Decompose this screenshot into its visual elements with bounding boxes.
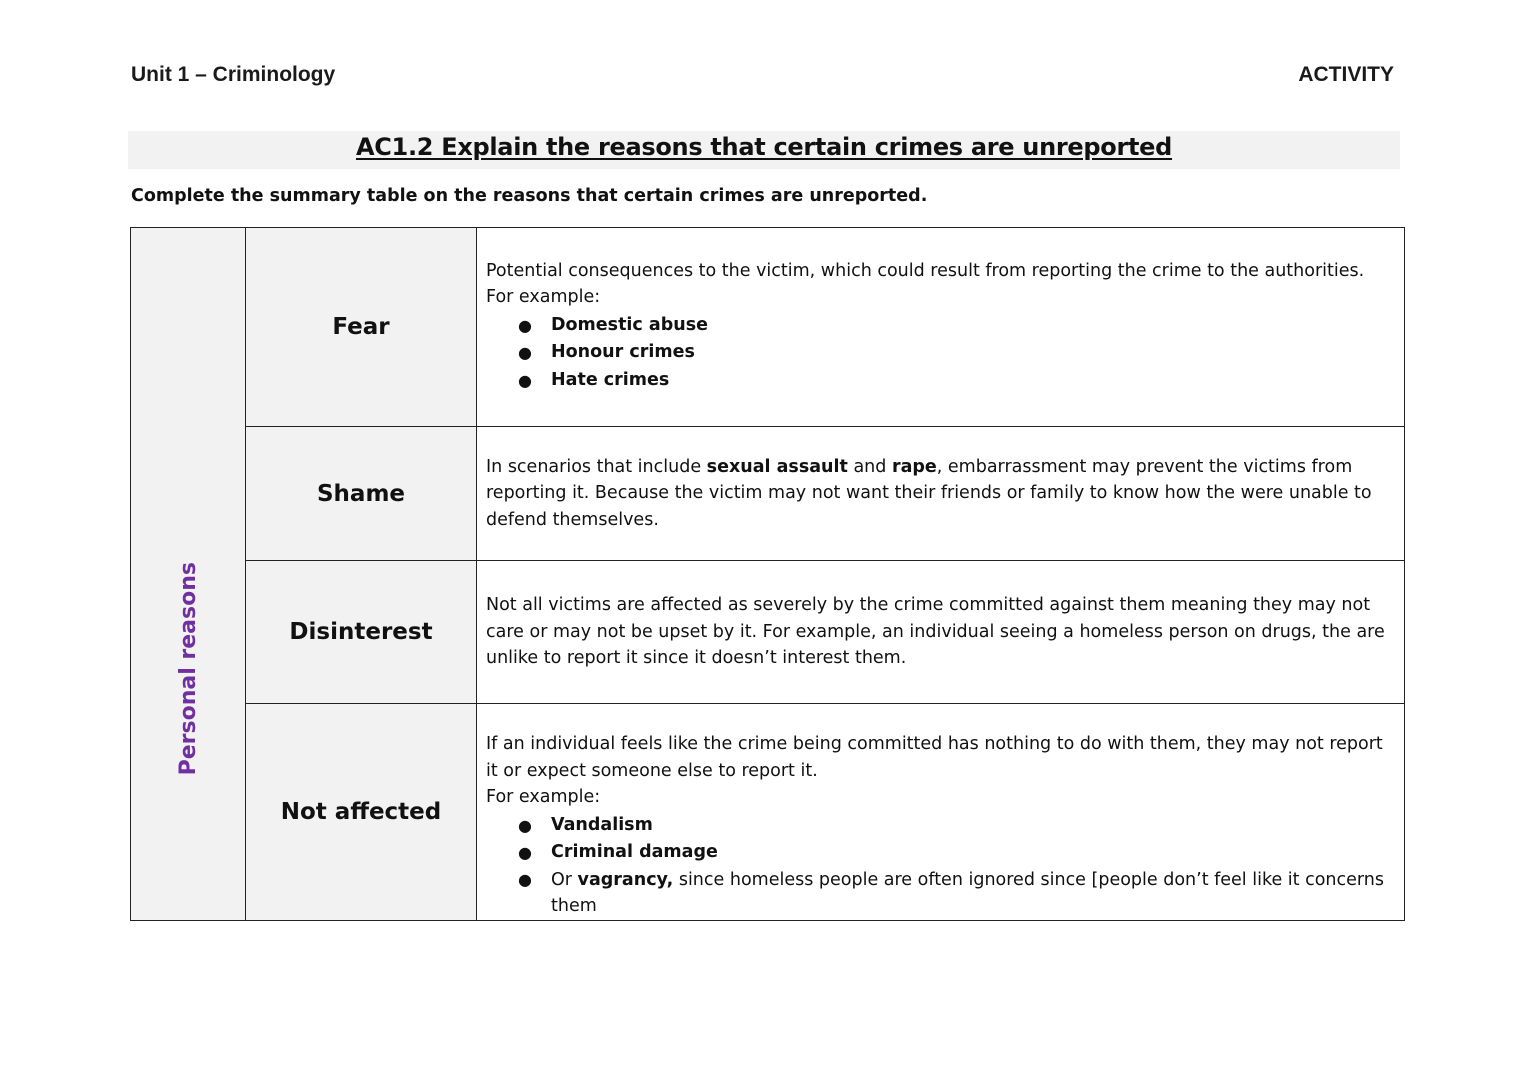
description-paragraph <box>486 454 1394 534</box>
example-list <box>486 812 1394 920</box>
example-list <box>486 312 1394 395</box>
bullet-icon: ● <box>518 815 532 835</box>
instruction-text: Complete the summary table on the reasons that certain crimes are unreported. <box>131 186 928 206</box>
description-paragraph: Not all victims are affected as severely by the crime committed against them meaning they may not care or may not be upset by it. For example, an individual seeing a homeless person on drugs, the are unlike to report it since it doesn’t interest them. <box>486 595 1385 669</box>
reason-shame: Shame <box>246 427 477 561</box>
bullet-icon: ● <box>518 843 532 862</box>
list-item-text: Criminal damage <box>551 842 718 862</box>
reason-not-affected: Not affected <box>246 704 477 921</box>
group-label-personal-reasons: Personal reasons <box>175 562 201 776</box>
list-item <box>518 867 1394 920</box>
bullet-icon: ● <box>518 370 532 390</box>
bullet-icon: ● <box>518 315 532 335</box>
activity-label: ACTIVITY <box>1298 63 1394 86</box>
list-item <box>518 339 1394 367</box>
list-item-text: Hate crimes <box>551 369 670 390</box>
description-line: Potential consequences to the victim, which could result from reporting the crime to the authorities. <box>486 260 1365 281</box>
list-item <box>518 839 1394 867</box>
table-row-disinterest <box>131 561 1405 704</box>
reason-disinterest: Disinterest <box>246 561 477 704</box>
text-run-bold: sexual assault <box>706 456 848 477</box>
text-run: Or <box>551 869 578 890</box>
description-fear <box>477 228 1405 427</box>
bullet-icon: ● <box>518 869 532 889</box>
unit-title: Unit 1 – Criminology <box>131 63 336 86</box>
description-not-affected <box>477 704 1405 921</box>
text-run: since homeless people are often ignored since [people don’t feel like it concerns them <box>551 869 1384 916</box>
description-line: For example: <box>486 287 601 308</box>
page-title: AC1.2 Explain the reasons that certain crimes are unreported <box>355 133 1173 161</box>
list-item-text: Domestic abuse <box>551 314 708 335</box>
list-item-text: Honour crimes <box>551 342 695 363</box>
bullet-icon: ● <box>518 343 532 363</box>
title-band <box>128 131 1400 169</box>
description-paragraph: If an individual feels like the crime being committed has nothing to do with them, they may not report it or expect someone else to report it. <box>486 734 1383 781</box>
list-item <box>518 367 1394 395</box>
text-run: In scenarios that include <box>486 456 707 477</box>
group-cell <box>131 228 246 921</box>
list-item-text: Vandalism <box>551 814 653 835</box>
text-run: and <box>847 456 892 477</box>
table-row-fear <box>131 228 1405 427</box>
summary-table <box>130 227 1405 921</box>
list-item <box>518 312 1394 340</box>
text-run: , embarrassment may prevent the victims from reporting it. Because the victim may not want their friends or family to know how the were unable to defend themselves. <box>486 456 1372 530</box>
reason-fear: Fear <box>246 228 477 427</box>
description-shame <box>477 427 1405 561</box>
text-run-bold: rape <box>891 456 937 477</box>
text-run-bold: vagrancy, <box>577 869 674 890</box>
description-line: For example: <box>486 787 601 807</box>
table-row-not-affected <box>131 704 1405 921</box>
description-disinterest <box>477 561 1405 704</box>
list-item <box>518 812 1394 840</box>
table-row-shame <box>131 427 1405 561</box>
